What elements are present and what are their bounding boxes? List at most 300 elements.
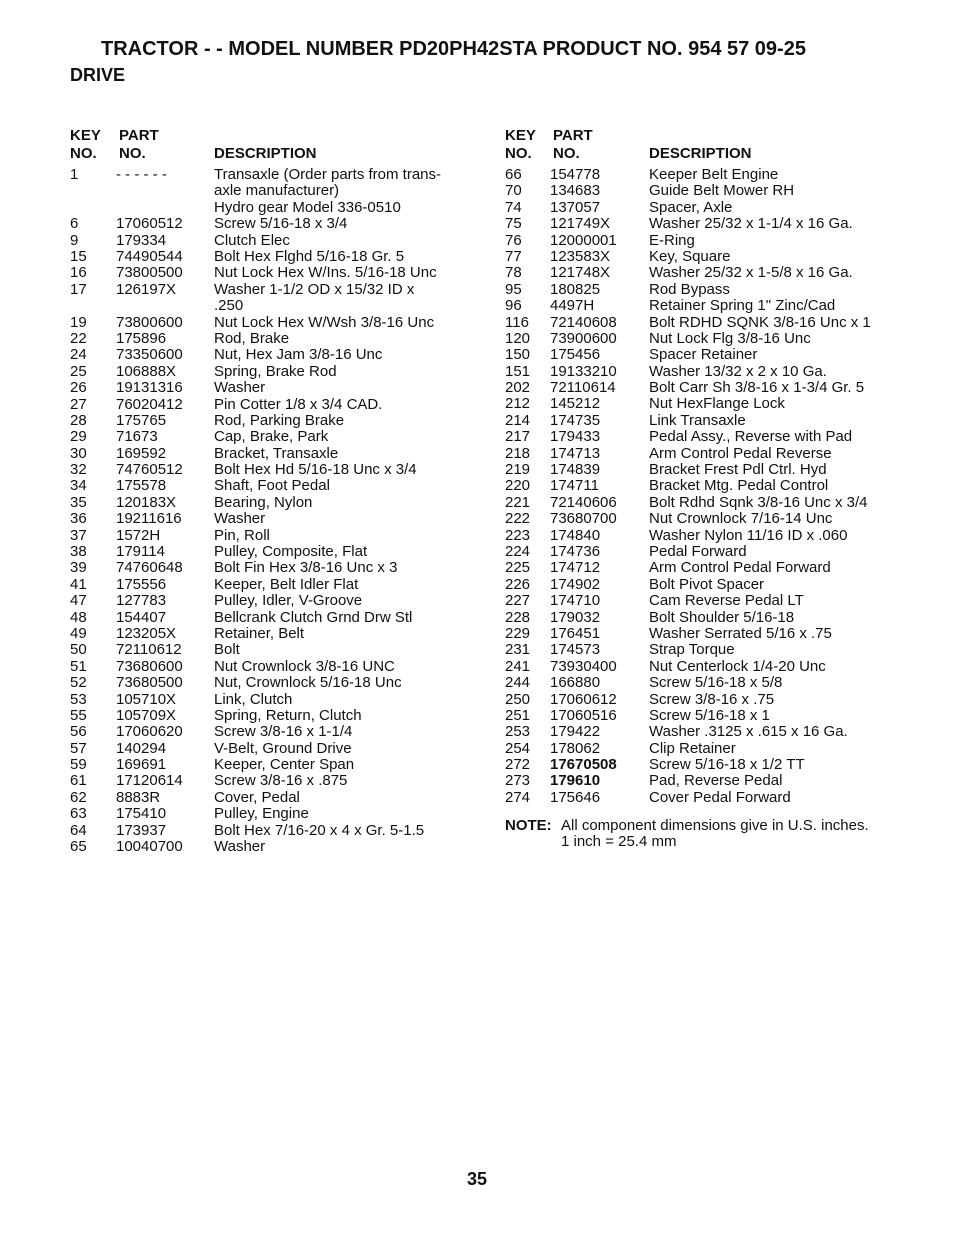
description-line: Cover Pedal Forward bbox=[649, 788, 791, 806]
description-line: Screw 3/8-16 x .875 bbox=[214, 772, 348, 790]
description-line: Nut Crownlock 7/16-14 Unc bbox=[649, 510, 833, 528]
description-line: Rod, Parking Brake bbox=[214, 411, 345, 429]
part-number: 175578 bbox=[116, 477, 167, 495]
key-header-line2: NO. bbox=[505, 145, 532, 162]
table-row bbox=[505, 544, 925, 560]
key-number: 274 bbox=[505, 788, 531, 806]
part-number: 74760512 bbox=[116, 461, 183, 479]
part-description bbox=[214, 610, 412, 626]
table-row bbox=[505, 200, 925, 216]
part-header bbox=[553, 127, 593, 163]
part-description bbox=[214, 708, 362, 724]
table-row bbox=[70, 528, 480, 544]
part-description bbox=[649, 446, 832, 462]
part-description bbox=[649, 298, 835, 314]
part-description bbox=[214, 626, 304, 642]
part-number: 179114 bbox=[116, 543, 165, 561]
description-line: Washer 13/32 x 2 x 10 Ga. bbox=[649, 362, 827, 380]
part-number: 17120614 bbox=[116, 772, 183, 790]
key-number: 74 bbox=[505, 198, 522, 216]
key-number: 212 bbox=[505, 395, 531, 413]
part-number: 179032 bbox=[550, 608, 601, 626]
table-row bbox=[70, 216, 480, 232]
key-number: 254 bbox=[505, 739, 531, 757]
part-description bbox=[214, 167, 441, 216]
key-number: 29 bbox=[70, 428, 87, 446]
part-description bbox=[649, 265, 853, 281]
part-description bbox=[649, 577, 764, 593]
part-description bbox=[214, 495, 312, 511]
table-row bbox=[505, 495, 925, 511]
key-number: 6 bbox=[70, 215, 79, 233]
key-number: 95 bbox=[505, 280, 522, 298]
description-line: .250 bbox=[214, 297, 244, 315]
part-number: 175410 bbox=[116, 805, 167, 823]
key-number: 241 bbox=[505, 657, 531, 675]
part-description bbox=[649, 282, 730, 298]
key-number: 30 bbox=[70, 444, 87, 462]
part-description bbox=[214, 233, 290, 249]
part-description bbox=[649, 364, 827, 380]
parts-list-right bbox=[505, 167, 925, 806]
part-description bbox=[214, 544, 367, 560]
part-number: 176451 bbox=[550, 624, 601, 642]
part-number: 73930400 bbox=[550, 657, 617, 675]
key-number: 223 bbox=[505, 526, 531, 544]
description-line: Clutch Elec bbox=[214, 231, 290, 249]
key-number: 222 bbox=[505, 510, 531, 528]
description-line: Clip Retainer bbox=[649, 739, 736, 757]
part-description bbox=[214, 478, 330, 494]
part-description bbox=[649, 249, 730, 265]
part-description bbox=[649, 528, 847, 544]
description-line: Screw 5/16-18 x 5/8 bbox=[649, 674, 783, 692]
part-number: 137057 bbox=[550, 198, 601, 216]
part-number: 73680500 bbox=[116, 674, 183, 692]
table-row bbox=[70, 577, 480, 593]
table-row bbox=[505, 790, 925, 806]
key-number: 41 bbox=[70, 575, 87, 593]
table-row bbox=[70, 692, 480, 708]
part-description bbox=[214, 429, 328, 445]
table-row bbox=[70, 397, 480, 413]
description-line: Washer Nylon 11/16 ID x .060 bbox=[649, 526, 848, 544]
part-number: 174902 bbox=[550, 575, 601, 593]
description-line: Pulley, Engine bbox=[214, 805, 309, 823]
key-number: 36 bbox=[70, 510, 87, 528]
key-number: 47 bbox=[70, 592, 87, 610]
key-number: 225 bbox=[505, 559, 531, 577]
part-number: 127783 bbox=[116, 592, 167, 610]
table-row bbox=[70, 757, 480, 773]
description-line: Bracket Frest Pdl Ctrl. Hyd bbox=[649, 461, 827, 479]
part-description bbox=[649, 790, 791, 806]
table-row bbox=[70, 233, 480, 249]
part-description bbox=[214, 757, 354, 773]
part-number: 174840 bbox=[550, 526, 601, 544]
key-number: 9 bbox=[70, 231, 79, 249]
description-line: Washer .3125 x .615 x 16 Ga. bbox=[649, 723, 848, 741]
part-description bbox=[649, 642, 735, 658]
part-description bbox=[214, 528, 270, 544]
part-number: 19211616 bbox=[116, 510, 182, 528]
part-description bbox=[649, 724, 848, 740]
part-description bbox=[649, 200, 732, 216]
part-description bbox=[214, 839, 265, 855]
part-description bbox=[649, 216, 853, 232]
table-row bbox=[70, 380, 480, 396]
table-row bbox=[70, 773, 480, 789]
page-title: TRACTOR - - MODEL NUMBER PD20PH42STA PRODUCT NO. 954 57 09-25 bbox=[101, 38, 806, 60]
part-header-line1: PART bbox=[119, 127, 159, 144]
table-row bbox=[505, 692, 925, 708]
part-description bbox=[649, 593, 804, 609]
table-row bbox=[505, 757, 925, 773]
table-row bbox=[505, 659, 925, 675]
part-number: 72140608 bbox=[550, 313, 617, 331]
description-line: Bracket Mtg. Pedal Control bbox=[649, 477, 829, 495]
key-number: 219 bbox=[505, 461, 531, 479]
description-line: Screw 5/16-18 x 1 bbox=[649, 706, 770, 724]
part-description bbox=[649, 183, 794, 199]
part-description bbox=[649, 413, 746, 429]
part-description bbox=[214, 642, 240, 658]
table-row bbox=[505, 446, 925, 462]
description-line: Bolt Carr Sh 3/8-16 x 1-3/4 Gr. 5 bbox=[649, 379, 865, 397]
table-row bbox=[70, 593, 480, 609]
part-description bbox=[214, 675, 402, 691]
key-number: 228 bbox=[505, 608, 531, 626]
key-number: 65 bbox=[70, 838, 87, 856]
key-number: 214 bbox=[505, 411, 531, 429]
description-line: Washer bbox=[214, 379, 266, 397]
table-row bbox=[505, 167, 925, 183]
part-number: 173937 bbox=[116, 821, 167, 839]
note-label: NOTE: bbox=[505, 817, 552, 835]
part-number: 74490544 bbox=[116, 247, 183, 265]
part-description bbox=[649, 347, 757, 363]
table-row bbox=[70, 446, 480, 462]
table-row bbox=[505, 216, 925, 232]
part-number: 179610 bbox=[550, 772, 601, 790]
key-number: 202 bbox=[505, 379, 531, 397]
table-row bbox=[505, 396, 925, 412]
table-row bbox=[505, 233, 925, 249]
part-description bbox=[214, 823, 424, 839]
note-text bbox=[561, 818, 869, 849]
description-line: Nut Crownlock 3/8-16 UNC bbox=[214, 657, 395, 675]
description-line: Washer 25/32 x 1-1/4 x 16 Ga. bbox=[649, 215, 853, 233]
part-description bbox=[214, 773, 347, 789]
part-number: 72140606 bbox=[550, 493, 617, 511]
description-line: Rod Bypass bbox=[649, 280, 730, 298]
part-header bbox=[119, 127, 159, 163]
part-number: 17670508 bbox=[550, 756, 617, 774]
part-number: 105710X bbox=[116, 690, 177, 708]
description-line: Pad, Reverse Pedal bbox=[649, 772, 783, 790]
description-line: Bolt Hex 7/16-20 x 4 x Gr. 5-1.5 bbox=[214, 821, 425, 839]
key-number: 70 bbox=[505, 182, 522, 200]
part-description bbox=[214, 331, 289, 347]
description-line: Spacer Retainer bbox=[649, 346, 758, 364]
description-line: Bolt Hex Flghd 5/16-18 Gr. 5 bbox=[214, 247, 405, 265]
part-description bbox=[649, 380, 864, 396]
part-header-line2: NO. bbox=[119, 145, 146, 162]
part-number: 175646 bbox=[550, 788, 601, 806]
part-number: 174736 bbox=[550, 542, 601, 560]
table-row bbox=[505, 560, 925, 576]
part-number: 19131316 bbox=[116, 379, 183, 397]
key-header-line1: KEY bbox=[505, 127, 536, 144]
table-row bbox=[70, 544, 480, 560]
part-description bbox=[214, 511, 265, 527]
key-number: 55 bbox=[70, 706, 87, 724]
table-row bbox=[70, 364, 480, 380]
part-number: 169592 bbox=[116, 444, 167, 462]
description-line: Nut Lock Hex W/Wsh 3/8-16 Unc bbox=[214, 313, 435, 331]
key-number: 1 bbox=[70, 166, 79, 183]
part-description bbox=[649, 462, 827, 478]
description-line: Nut Lock Flg 3/8-16 Unc bbox=[649, 329, 811, 347]
table-row bbox=[505, 642, 925, 658]
part-description bbox=[649, 610, 794, 626]
part-number: 17060612 bbox=[550, 690, 617, 708]
table-row bbox=[505, 626, 925, 642]
table-row bbox=[70, 675, 480, 691]
table-header bbox=[505, 127, 925, 167]
table-row bbox=[70, 659, 480, 675]
key-number: 61 bbox=[70, 772, 87, 790]
part-number: 178062 bbox=[550, 739, 601, 757]
parts-list-left bbox=[70, 167, 480, 855]
part-number: 174735 bbox=[550, 411, 601, 429]
part-number: 8883R bbox=[116, 788, 161, 806]
note-line: All component dimensions give in U.S. inches. bbox=[561, 817, 869, 835]
key-number: 19 bbox=[70, 313, 87, 331]
part-description bbox=[214, 593, 362, 609]
description-line: Retainer, Belt bbox=[214, 624, 305, 642]
part-description bbox=[214, 560, 397, 576]
part-number: 126197X bbox=[116, 280, 177, 298]
table-row bbox=[70, 790, 480, 806]
key-number: 231 bbox=[505, 641, 531, 659]
part-description bbox=[649, 429, 852, 445]
part-number: 175765 bbox=[116, 411, 167, 429]
description-line: Retainer Spring 1" Zinc/Cad bbox=[649, 297, 836, 315]
table-row bbox=[70, 806, 480, 822]
part-number: 154778 bbox=[550, 166, 601, 183]
key-number: 273 bbox=[505, 772, 531, 790]
table-row bbox=[505, 773, 925, 789]
part-description bbox=[214, 380, 265, 396]
description-line: Shaft, Foot Pedal bbox=[214, 477, 330, 495]
table-row bbox=[70, 823, 480, 839]
part-description bbox=[214, 282, 414, 315]
part-number: - - - - - - bbox=[116, 166, 167, 183]
table-row bbox=[70, 741, 480, 757]
key-number: 218 bbox=[505, 444, 531, 462]
part-number: 73680600 bbox=[116, 657, 183, 675]
key-number: 77 bbox=[505, 247, 522, 265]
description-line: Keeper, Center Span bbox=[214, 756, 355, 774]
description-line: Washer bbox=[214, 510, 266, 528]
key-number: 272 bbox=[505, 756, 531, 774]
part-description bbox=[214, 249, 404, 265]
key-number: 32 bbox=[70, 461, 87, 479]
table-row bbox=[505, 331, 925, 347]
part-number: 17060620 bbox=[116, 723, 183, 741]
table-row bbox=[70, 413, 480, 429]
key-number: 15 bbox=[70, 247, 87, 265]
key-number: 34 bbox=[70, 477, 87, 495]
part-number: 174712 bbox=[550, 559, 601, 577]
table-row bbox=[505, 724, 925, 740]
key-number: 37 bbox=[70, 526, 87, 544]
key-number: 57 bbox=[70, 739, 87, 757]
key-number: 62 bbox=[70, 788, 87, 806]
part-description bbox=[214, 692, 292, 708]
part-number: 1572H bbox=[116, 526, 161, 544]
key-number: 221 bbox=[505, 493, 531, 511]
part-description bbox=[214, 315, 434, 331]
description-line: Link, Clutch bbox=[214, 690, 293, 708]
key-number: 253 bbox=[505, 723, 531, 741]
part-description bbox=[649, 331, 811, 347]
description-line: Washer 1-1/2 OD x 15/32 ID x bbox=[214, 280, 415, 298]
part-number: 145212 bbox=[550, 395, 601, 413]
part-number: 166880 bbox=[550, 674, 601, 692]
key-number: 251 bbox=[505, 706, 531, 724]
part-number: 179422 bbox=[550, 723, 601, 741]
key-number: 52 bbox=[70, 674, 87, 692]
key-number: 78 bbox=[505, 264, 522, 282]
part-number: 12000001 bbox=[550, 231, 617, 249]
note-line: 1 inch = 25.4 mm bbox=[561, 832, 677, 850]
part-description bbox=[649, 478, 828, 494]
table-row bbox=[70, 167, 480, 216]
table-row bbox=[505, 298, 925, 314]
table-row bbox=[505, 183, 925, 199]
key-header bbox=[70, 127, 101, 163]
part-number: 105709X bbox=[116, 706, 177, 724]
part-description bbox=[649, 708, 770, 724]
key-number: 53 bbox=[70, 690, 87, 708]
part-description bbox=[649, 544, 747, 560]
key-number: 120 bbox=[505, 329, 531, 347]
description-line: Pin, Roll bbox=[214, 526, 270, 544]
description-line: Cap, Brake, Park bbox=[214, 428, 329, 446]
table-header bbox=[70, 127, 480, 167]
part-number: 174573 bbox=[550, 641, 601, 659]
description-line: Nut Centerlock 1/4-20 Unc bbox=[649, 657, 826, 675]
key-number: 27 bbox=[70, 395, 87, 413]
description-line: Guide Belt Mower RH bbox=[649, 182, 795, 200]
table-row bbox=[505, 429, 925, 445]
table-row bbox=[70, 249, 480, 265]
part-number: 121749X bbox=[550, 215, 611, 233]
part-header-line1: PART bbox=[553, 127, 593, 144]
part-description bbox=[649, 167, 778, 183]
key-number: 116 bbox=[505, 313, 529, 331]
key-number: 26 bbox=[70, 379, 87, 397]
table-row bbox=[505, 741, 925, 757]
description-header: DESCRIPTION bbox=[649, 145, 752, 162]
key-number: 227 bbox=[505, 592, 531, 610]
part-description bbox=[214, 413, 344, 429]
parts-table-right bbox=[505, 127, 925, 850]
table-row bbox=[505, 478, 925, 494]
part-number: 175556 bbox=[116, 575, 167, 593]
key-number: 217 bbox=[505, 428, 531, 446]
key-header bbox=[505, 127, 536, 163]
key-number: 56 bbox=[70, 723, 87, 741]
description-line: Bolt Rdhd Sqnk 3/8-16 Unc x 3/4 bbox=[649, 493, 868, 511]
part-number: 73800500 bbox=[116, 264, 183, 282]
part-description bbox=[649, 692, 774, 708]
part-number: 17060516 bbox=[550, 706, 617, 724]
table-row bbox=[505, 249, 925, 265]
description-line: Bolt bbox=[214, 641, 240, 659]
table-row bbox=[505, 610, 925, 626]
table-row bbox=[70, 511, 480, 527]
key-number: 250 bbox=[505, 690, 531, 708]
description-line: Nut, Crownlock 5/16-18 Unc bbox=[214, 674, 402, 692]
part-number: 140294 bbox=[116, 739, 167, 757]
description-line: Spacer, Axle bbox=[649, 198, 733, 216]
key-number: 22 bbox=[70, 329, 87, 347]
table-row bbox=[70, 495, 480, 511]
table-row bbox=[505, 265, 925, 281]
part-description bbox=[214, 577, 358, 593]
key-number: 64 bbox=[70, 821, 87, 839]
part-number: 73680700 bbox=[550, 510, 617, 528]
part-description bbox=[649, 396, 785, 412]
description-line: Washer bbox=[214, 838, 266, 856]
part-number: 10040700 bbox=[116, 838, 183, 856]
description-line: Pulley, Idler, V-Groove bbox=[214, 592, 363, 610]
part-number: 73900600 bbox=[550, 329, 617, 347]
table-row bbox=[505, 708, 925, 724]
description-line: Bearing, Nylon bbox=[214, 493, 313, 511]
page-number: 35 bbox=[466, 1169, 488, 1189]
part-description bbox=[214, 265, 437, 281]
part-header-line2: NO. bbox=[553, 145, 580, 162]
description-line: Spring, Brake Rod bbox=[214, 362, 337, 380]
table-row bbox=[70, 282, 480, 315]
part-number: 19133210 bbox=[550, 362, 617, 380]
section-title: DRIVE bbox=[70, 65, 126, 85]
key-number: 244 bbox=[505, 674, 531, 692]
description-line: Bolt Pivot Spacer bbox=[649, 575, 765, 593]
key-number: 96 bbox=[505, 297, 522, 315]
table-row bbox=[505, 528, 925, 544]
part-description bbox=[214, 659, 395, 675]
description-line: Pulley, Composite, Flat bbox=[214, 543, 368, 561]
description-line: Link Transaxle bbox=[649, 411, 746, 429]
key-number: 151 bbox=[505, 362, 531, 380]
part-description bbox=[214, 216, 347, 232]
part-description bbox=[649, 773, 782, 789]
part-number: 175456 bbox=[550, 346, 601, 364]
part-description bbox=[649, 495, 867, 511]
part-description bbox=[649, 315, 871, 331]
description-line: Keeper Belt Engine bbox=[649, 166, 779, 183]
part-description bbox=[649, 675, 782, 691]
part-number: 74760648 bbox=[116, 559, 183, 577]
part-number: 73800600 bbox=[116, 313, 183, 331]
description-line: Transaxle (Order parts from trans- bbox=[214, 166, 441, 183]
description-line: Nut, Hex Jam 3/8-16 Unc bbox=[214, 346, 383, 364]
